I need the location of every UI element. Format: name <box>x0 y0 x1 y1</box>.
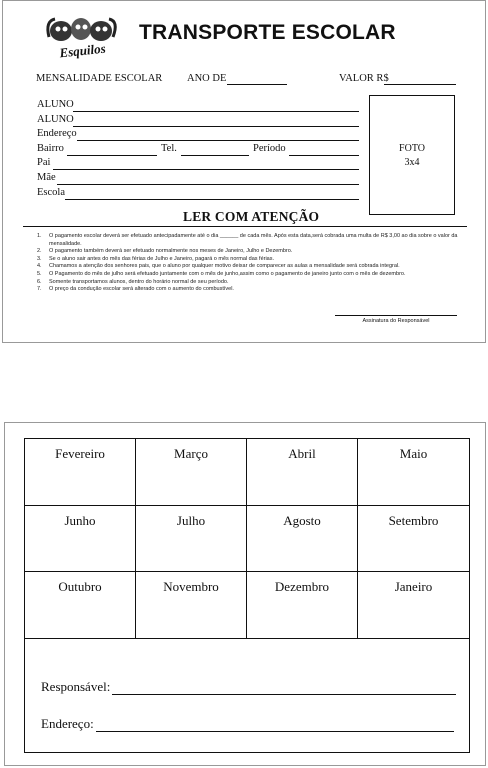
month-cell[interactable]: Fevereiro <box>25 439 136 506</box>
signature-label: Assinatura do Responsável <box>362 318 430 324</box>
page-title: TRANSPORTE ESCOLAR <box>139 21 396 44</box>
rule-item: 6. Somente transportamos alunos, dentro do horário normal de seu período. <box>37 278 229 285</box>
escola-label: Escola <box>37 187 65 198</box>
back-card <box>4 422 486 766</box>
photo-label: FOTO <box>399 143 425 154</box>
squirrel-logo <box>45 15 121 61</box>
back-footer-box <box>24 639 470 753</box>
month-cell[interactable]: Março <box>136 439 247 506</box>
endereco-row <box>41 716 454 732</box>
tel-label: Tel. <box>161 143 177 154</box>
escola-field[interactable] <box>37 187 359 200</box>
bairro-field[interactable] <box>67 155 157 156</box>
pai-label: Pai <box>37 157 51 168</box>
responsavel-field[interactable] <box>112 681 456 695</box>
photo-box <box>369 95 455 215</box>
periodo-field[interactable] <box>289 155 359 156</box>
rule-item: 3. Se o aluno sair antes do mês das férias de Julho e Janeiro, pagará o mês normal das férias. <box>37 255 275 262</box>
rule-item: 2. O pagamento também deverá ser efetuado normalmente nos meses de Janeiro, Julho e Dezembro. <box>37 248 293 255</box>
month-cell[interactable]: Outubro <box>25 572 136 639</box>
responsavel-label: Responsável: <box>41 679 111 694</box>
rule-item: 7. O preço da condução escolar será alterado com o aumento do combustível. <box>37 286 234 293</box>
aluno-field-1[interactable] <box>37 99 359 112</box>
month-cell[interactable]: Janeiro <box>358 572 469 639</box>
signature-line[interactable] <box>335 315 457 316</box>
month-cell[interactable]: Maio <box>358 439 469 506</box>
rule-item: 5. O Pagamento do mês de julho será efetuado juntamente com o mês de junho,assim como o pagamento de janeiro junto com o mês de dezembro. <box>37 270 406 277</box>
endereco-label: Endereço <box>37 128 77 139</box>
rule-item: 4. Chamamos a atenção dos senhores pais, que o aluno por qualquer motivo deixar de comparecer as aulas a mensalidade será cobrada integral. <box>37 263 400 270</box>
logo-text: Esquilos <box>58 40 107 61</box>
month-cell[interactable]: Julho <box>136 506 247 573</box>
aluno-label-1: ALUNO <box>37 99 74 110</box>
notice-heading: LER COM ATENÇÃO <box>183 209 320 224</box>
pai-field[interactable] <box>37 157 359 170</box>
divider <box>23 226 467 227</box>
mensalidade-label: MENSALIDADE ESCOLAR <box>36 73 163 84</box>
responsavel-row <box>41 679 456 695</box>
valor-label: VALOR R$ <box>339 73 389 84</box>
month-cell[interactable]: Junho <box>25 506 136 573</box>
bairro-label: Bairro <box>37 143 64 154</box>
months-grid <box>24 438 470 639</box>
periodo-label: Período <box>253 143 286 154</box>
month-cell[interactable]: Agosto <box>247 506 358 573</box>
back-endereco-field[interactable] <box>96 718 454 732</box>
mae-field[interactable] <box>37 172 359 185</box>
month-cell[interactable]: Dezembro <box>247 572 358 639</box>
aluno-label-2: ALUNO <box>37 114 74 125</box>
back-endereco-label: Endereço: <box>41 716 94 731</box>
photo-size: 3x4 <box>404 157 420 168</box>
month-cell[interactable]: Novembro <box>136 572 247 639</box>
valor-field[interactable] <box>384 84 456 85</box>
endereco-field[interactable] <box>37 128 359 141</box>
ano-label: ANO DE <box>187 73 227 84</box>
month-cell[interactable]: Abril <box>247 439 358 506</box>
ano-field[interactable] <box>227 84 287 85</box>
front-card <box>2 0 486 343</box>
month-cell[interactable]: Setembro <box>358 506 469 573</box>
aluno-field-2[interactable] <box>37 114 359 127</box>
rules-list <box>37 233 461 294</box>
rule-item: 1. O pagamento escolar deverá ser efetuado antecipadamente até o dia ______ de cada mês. Após esta data,será cobrada uma multa de R$ 3,00 ao dia sobre o valor da mensalidade. <box>37 233 458 247</box>
tel-field[interactable] <box>181 155 249 156</box>
bairro-row <box>37 143 359 156</box>
mae-label: Mãe <box>37 172 56 183</box>
